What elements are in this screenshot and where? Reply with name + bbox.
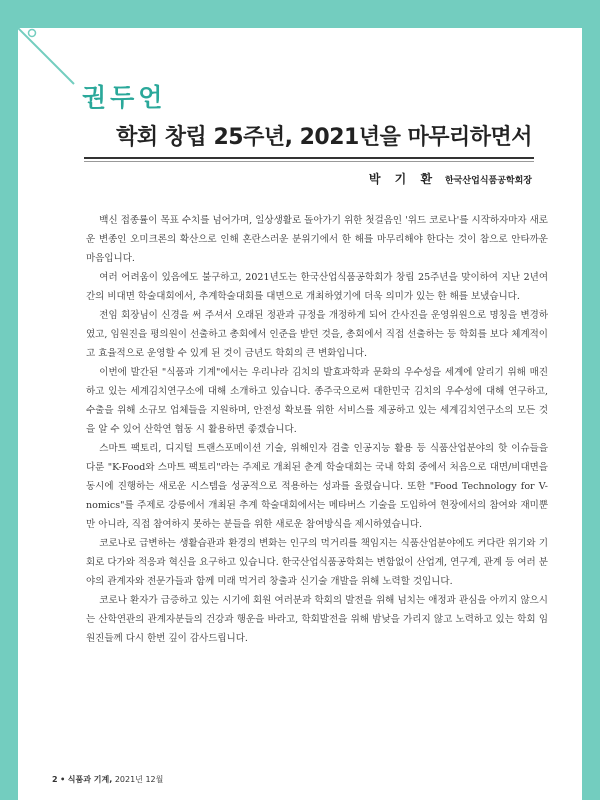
author-name: 박 기 환 — [368, 172, 438, 186]
magazine-name: 식품과 기계, — [67, 775, 113, 784]
author-affiliation: 한국산업식품공학회장 — [445, 176, 532, 186]
byline — [369, 170, 532, 187]
paragraph: 전임 회장님이 신경을 써 주셔서 오래된 정관과 규정을 개정하게 되어 간사진을 운영위원으로 명칭을 변경하였고, 임원진을 평의원이 선출하고 총회에서 인준을 받던 것을, 총회에서 직접 선출하는 등 학회를 보다 체계적이고 효율적으로 운영할 수 있게 된 것이 금년도 학회의 큰 변화입니다. — [86, 310, 548, 359]
page — [18, 28, 582, 800]
page-number: 2 — [52, 775, 58, 784]
paragraph: 코로나 환자가 급증하고 있는 시기에 회원 여러분과 학회의 발전을 위해 넘치는 애정과 관심을 아끼지 않으시는 산학연관의 관계자분들의 건강과 행운을 바라고, 학회발전을 위해 밤낮을 가리지 않고 노력하고 있는 학회 임원진들께 다시 한번 깊이 감사드립니다. — [86, 595, 548, 644]
paragraph: 이번에 발간된 "식품과 기계"에서는 우리나라 김치의 발효과학과 문화의 우수성을 세계에 알리기 위해 매진하고 있는 세계김치연구소에 대해 소개하고 있습니다. 종주국으로써 대한민국 김치의 우수성에 대해 연구하고, 수출을 위해 소규모 업체들을 지원하며, 안전성 확보를 위한 서비스를 제공하고 있는 세계김치연구소의 모든 것을 알 수 있어 산학연 협동 시 활용하면 좋겠습니다. — [86, 367, 548, 435]
issue-date: 2021년 12월 — [114, 775, 164, 784]
paragraph: 백신 접종률이 목표 수치를 넘어가며, 일상생활로 돌아가기 위한 첫걸음인 '위드 코로나'를 시작하자마자 새로운 변종인 오미크론의 확산으로 인해 혼란스러운 분위기에서 한 해를 마무리해야 한다는 것이 참으로 안타까운 마음입니다. — [86, 215, 548, 264]
section-label: 권두언 — [82, 83, 167, 112]
article-title: 학회 창립 25주년, 2021년을 마무리하면서 — [116, 125, 532, 150]
paragraph: 스마트 팩토리, 디지털 트랜스포메이션 기술, 위해인자 검출 인공지능 활용 등 식품산업분야의 핫 이슈들을 다룬 "K-Food와 스마트 팩토리"라는 주제로 개최된 춘계 학술대회는 국내 학회 중에서 처음으로 대면/비대면을 동시에 진행하는 새로운 시스템을 성공적으로 적용하는 성과를 올렸습니다. 또한 "Food Technology for V-nomics"를 주제로 강릉에서 개최된 추계 학술대회에서는 메타버스 기술을 도입하여 현장에서의 참여와 재미뿐만 아니라, 직접 참여하지 못하는 분들을 위한 새로운 참여방식을 제시하였습니다. — [86, 443, 548, 530]
title-divider — [84, 157, 534, 159]
article-body — [86, 211, 548, 648]
footer-bullet: • — [60, 775, 66, 784]
paragraph: 여러 어려움이 있음에도 불구하고, 2021년도는 한국산업식품공학회가 창립 25주년을 맞이하여 지난 2년여간의 비대면 학술대회에서, 추계학술대회를 대면으로 개최하였기에 더욱 의미가 있는 한 해를 보냈습니다. — [86, 272, 548, 302]
page-footer — [52, 774, 163, 785]
paragraph: 코로나로 급변하는 생활습관과 환경의 변화는 인구의 먹거리를 책임지는 식품산업분야에도 커다란 위기와 기회로 다가와 적응과 혁신을 요구하고 있습니다. 한국산업식품공학회는 변함없이 산업계, 연구계, 관계 등 여러 분야의 관계자와 전문가들과 함께 미래 먹거리 창출과 신기술 개발을 위해 노력할 것입니다. — [86, 538, 548, 587]
title-divider-thin — [84, 161, 534, 162]
